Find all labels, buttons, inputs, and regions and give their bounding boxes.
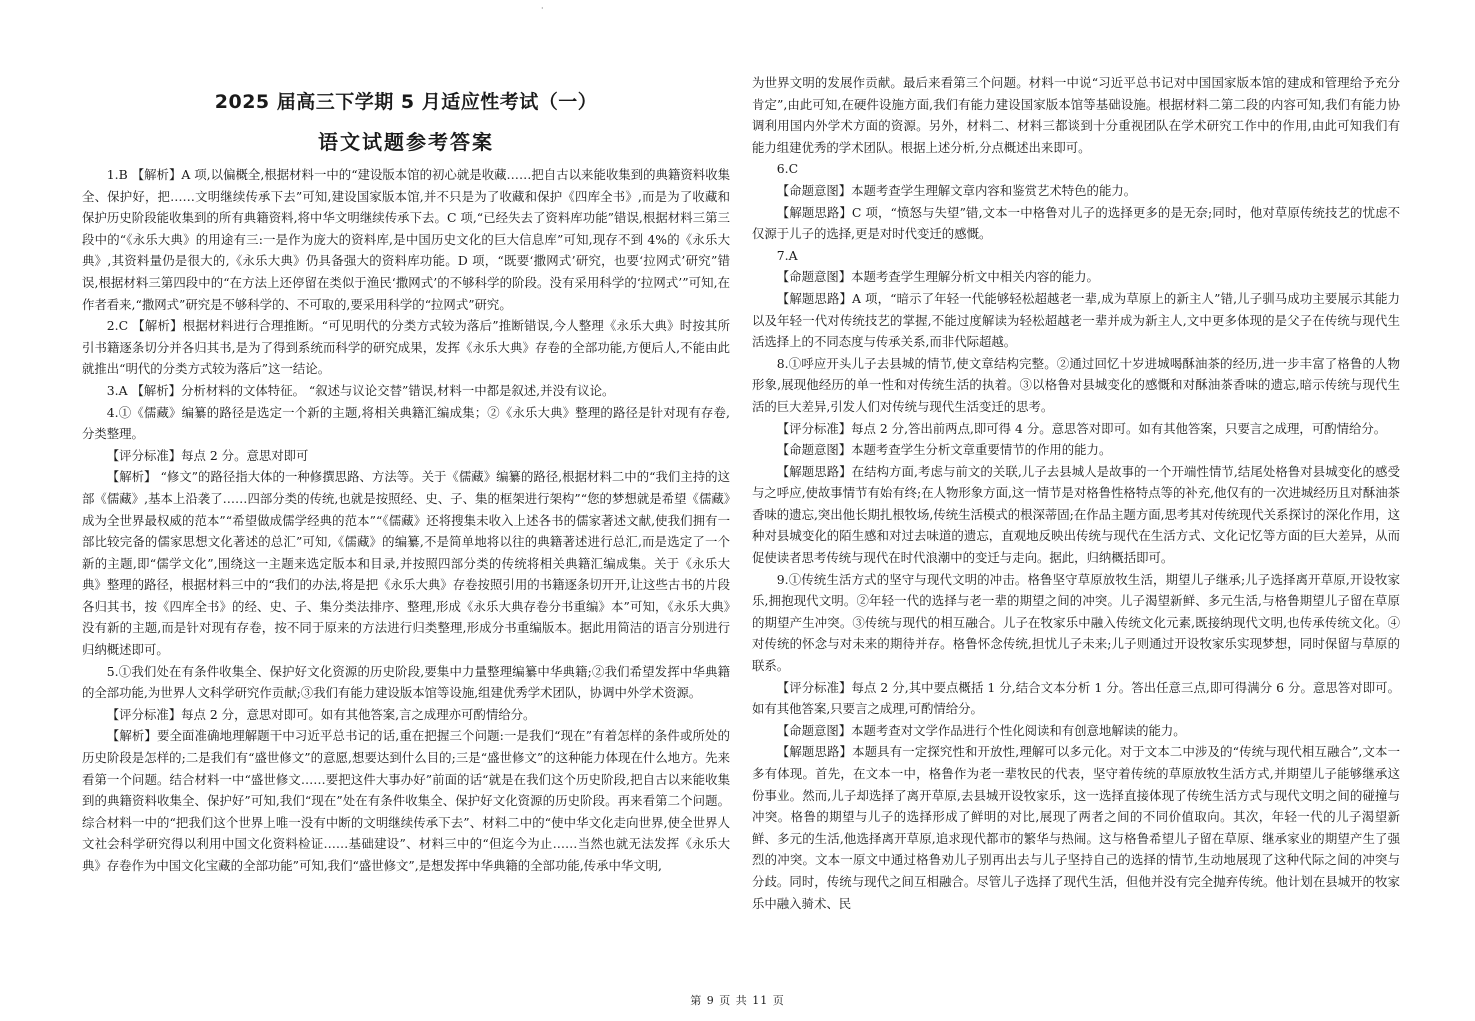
- answer-paragraph: 为世界文明的发展作贡献。最后来看第三个问题。材料一中说“习近平总书记对中国国家版本馆的建成和管理给予充分肯定”,由此可知,在硬件设施方面,我们有能力建设国家版本馆等基础设施。根据材料二第二段的内容可知,我们有能力协调利用国内外学术方面的资源。另外，材料二、材料三都谈到十分重视团队在学术研究工作中的作用,由此可知我们有能力组建优秀的学术团队。根据上述分析,分点概述出来即可。: [752, 75, 1400, 155]
- left-body: [82, 164, 730, 877]
- right-column: [752, 72, 1400, 914]
- page-title: 2025 届高三下学期 5 月适应性考试（一）: [214, 91, 598, 113]
- answer-paragraph: 【评分标准】每点 2 分。意思对即可: [106, 447, 309, 463]
- scan-dot: ·: [541, 4, 544, 13]
- answer-paragraph: 8.①呼应开头儿子去县城的情节,使文章结构完整。②通过回忆十岁进城喝酥油茶的经历,进一步丰富了格鲁的人物形象,展现他经历的单一性和对传统生活的执着。③以格鲁对县城变化的感慨和对酥油茶香味的遗忘,暗示传统与现代生活的巨大差异,引发人们对传统与现代生活变迁的思考。: [752, 355, 1400, 414]
- answer-paragraph: 【解题思路】在结构方面,考虑与前文的关联,儿子去县城人是故事的一个开端性情节,结尾处格鲁对县城变化的感受与之呼应,使故事情节有始有终;在人物形象方面,这一情节是对格鲁性格特点等的补充,他仅有的一次进城经历且对酥油茶香味的遗忘,突出他长期扎根牧场,传统生活模式的根深蒂固;在作品主题方面,思考其对传统现代关系探讨的深化作用，这种对县城变化的陌生感和对过去味道的遗忘，直观地反映出传统与现代在生活方式、文化记忆等方面的巨大差异，从而促使读者思考传统与现代在时代浪潮中的变迁与走向。据此，归纳概括即可。: [752, 463, 1400, 566]
- answer-paragraph: 【命题意图】本题考查学生理解分析文中相关内容的能力。: [776, 269, 1099, 285]
- answer-paragraph: 2.C 【解析】根据材料进行合理推断。“可见明代的分类方式较为落后”推断错误,今人整理《永乐大典》时按其所引书籍逐条切分并各归其书,是为了得到系统而科学的研究成果，发挥《永乐大典》存卷的全部功能,方便后人,不能由此就推出“明代的分类方式较为落后”这一结论。: [82, 318, 730, 377]
- answer-paragraph: 【解析】要全面准确地理解题干中习近平总书记的话,重在把握三个问题:一是我们“现在”有着怎样的条件或所处的历史阶段是怎样的;二是我们有“盛世修文”的意愿,想要达到什么目的;三是“盛世修文”的这种能力体现在什么地方。先来看第一个问题。结合材料一中“盛世修文……要把这件大事办好”前面的话“就是在我们这个历史阶段,把自古以来能收集到的典籍资料收集全、保护好”可知,我们“现在”处在有条件收集全、保护好文化资源的历史阶段。再来看第二个问题。综合材料一中的“把我们这个世界上唯一没有中断的文明继续传承下去”、材料二中的“使中华文化走向世界,使全世界人文社会科学研究得以利用中国文化资料检证……基础建设”、材料三中的“但迄今为止……当然也就无法发挥《永乐大典》存卷作为中国文化宝藏的全部功能”可知,我们“盛世修文”,是想发挥中华典籍的全部功能,传承中华文明,: [82, 728, 730, 873]
- answer-paragraph: 【解题思路】本题具有一定探究性和开放性,理解可以多元化。对于文本二中涉及的“传统与现代相互融合”,文本一多有体现。首先，在文本一中，格鲁作为老一辈牧民的代表，坚守着传统的草原放牧生活方式,并期望儿子能够继承这份事业。然而,儿子却选择了离开草原,去县城开设牧家乐，这一选择直接体现了传统生活方式与现代文明之间的碰撞与冲突。格鲁的期望与儿子的选择形成了鲜明的对比,展现了两者之间的不同价值取向。其次，年轻一代的儿子渴望新鲜、多元的生活,他选择离开草原,追求现代都市的繁华与热闹。这与格鲁希望儿子留在草原、继承家业的期望产生了强烈的冲突。文本一原文中通过格鲁劝儿子别再出去与儿子坚持自己的选择的情节,生动地展现了这种代际之间的冲突与分歧。同时，传统与现代之间互相融合。尽管儿子选择了现代生活，但他并没有完全抛弃传统。他计划在县城开的牧家乐中融入骑术、民: [752, 744, 1400, 911]
- answer-paragraph: 【命题意图】本题考查学生分析文章重要情节的作用的能力。: [776, 442, 1112, 458]
- answer-paragraph: 7.A: [776, 247, 798, 263]
- answer-paragraph: 3.A 【解析】分析材料的文体特征。 “叙述与议论交替”错误,材料一中都是叙述,并没有议论。: [106, 382, 615, 398]
- answer-paragraph: 1.B 【解析】A 项,以偏概全,根据材料一中的“建设版本馆的初心就是收藏……把自古以来能收集到的典籍资料收集全、保护好，把……文明继续传承下去”可知,建设国家版本馆,并不只是为了收藏和保护《四库全书》,而是为了收藏和保护历史阶段能收集到的所有典籍资料,将中华文明继续传承下去。C 项,“已经失去了资料库功能”错误,根据材料三第三段中的“《永乐大典》的用途有三:一是作为庞大的资料库,是中国历史文化的巨大信息库”可知,现存不到 4%的《永乐大典》,其资料量仍是很大的,《永乐大典》仍具备强大的资料库功能。D 项，“既要‘撒网式’研究，也要‘拉网式’研究”错误,根据材料三第四段中的“在方法上还停留在类似于渔民‘撒网式’的不够科学的阶段。没有采用科学的‘拉网式’”可知,在作者看来,“撒网式”研究是不够科学的、不可取的,要采用科学的“拉网式”研究。: [82, 167, 730, 312]
- answer-paragraph: 【解题思路】C 项，“愤怒与失望”错,文本一中格鲁对儿子的选择更多的是无奈;同时，他对草原传统技艺的忧虑不仅源于儿子的选择,更是对时代变迁的感慨。: [752, 204, 1400, 242]
- answer-paragraph: 【评分标准】每点 2 分,其中要点概括 1 分,结合文本分析 1 分。答出任意三点,即可得满分 6 分。意思答对即可。如有其他答案,只要言之成理,可酌情给分。: [752, 679, 1400, 717]
- page-subtitle: 语文试题参考答案: [318, 130, 494, 154]
- answer-paragraph: 【命题意图】本题考查对文学作品进行个性化阅读和有创意地解读的能力。: [776, 722, 1186, 738]
- answer-paragraph: 【评分标准】每点 2 分，意思对即可。如有其他答案,言之成理亦可酌情给分。: [106, 706, 536, 722]
- answer-paragraph: 【评分标准】每点 2 分,答出前两点,即可得 4 分。意思答对即可。如有其他答案，只要言之成理，可酌情给分。: [776, 420, 1387, 436]
- answer-paragraph: 9.①传统生活方式的坚守与现代文明的冲击。格鲁坚守草原放牧生活，期望儿子继承;儿子选择离开草原,开设牧家乐,拥抱现代文明。②年轻一代的选择与老一辈的期望之间的冲突。儿子渴望新鲜、多元生活,与格鲁期望儿子留在草原的期望产生冲突。③传统与现代的相互融合。儿子在牧家乐中融入传统文化元素,既接纳现代文明,也传承传统文化。④对传统的怀念与对未来的期待并存。格鲁怀念传统,担忧儿子未来;儿子则通过开设牧家乐实现梦想，同时保留与草原的联系。: [752, 571, 1400, 674]
- answer-paragraph: 5.①我们处在有条件收集全、保护好文化资源的历史阶段,要集中力量整理编纂中华典籍;②我们希望发挥中华典籍的全部功能,为世界人文科学研究作贡献;③我们有能力建设版本馆等设施,组建优秀学术团队，协调中外学术资源。: [82, 663, 730, 701]
- page-number: 第 9 页 共 11 页: [690, 994, 785, 1007]
- answer-paragraph: 【命题意图】本题考查学生理解文章内容和鉴赏艺术特色的能力。: [776, 182, 1137, 198]
- left-column: [82, 84, 730, 877]
- answer-paragraph: 【解析】 “修文”的路径指大体的一种修撰思路、方法等。关于《儒藏》编纂的路径,根据材料二中的“我们主持的这部《儒藏》,基本上沿袭了……四部分类的传统,也就是按照经、史、子、集的框架进行架构”“您的梦想就是希望《儒藏》成为全世界最权威的范本”“希望做成儒学经典的范本”“《儒藏》还将搜集未收入上述各书的儒家著述文献,使我们拥有一部比较完备的儒家思想文化著述的总汇”可知,《儒藏》的编纂,不是简单地将以往的典籍著述进行总汇,而是选定了一个新的主题,即“儒学文化”,围绕这一主题来选定版本和目录,并按照四部分类的传统将相关典籍汇编成集。关于《永乐大典》整理的路径，根据材料三中的“我们的办法,将是把《永乐大典》存卷按照引用的书籍逐条切开开,让这些古书的片段各归其书，按《四库全书》的经、史、子、集分类法排序、整理,形成《永乐大典存卷分书重编》本”可知，《永乐大典》没有新的主题,而是针对现有存卷，按不同于原来的方法进行归类整理,形成分书重编版本。据此用简洁的语言分别进行归纳概述即可。: [82, 469, 730, 658]
- answer-paragraph: 4.①《儒藏》编纂的路径是选定一个新的主题,将相关典籍汇编成集；②《永乐大典》整理的路径是针对现有存卷,分类整理。: [82, 404, 730, 442]
- title-block: [82, 84, 730, 164]
- answer-paragraph: 6.C: [776, 161, 799, 177]
- answer-paragraph: 【解题思路】A 项，“暗示了年轻一代能够轻松超越老一辈,成为草原上的新主人”错,儿子驯马成功主要展示其能力以及年轻一代对传统技艺的掌握,不能过度解读为轻松超越老一辈并成为新主人,文中更多体现的是父子在传统与现代生活选择上的不同态度与传承关系,而非代际超越。: [752, 290, 1400, 350]
